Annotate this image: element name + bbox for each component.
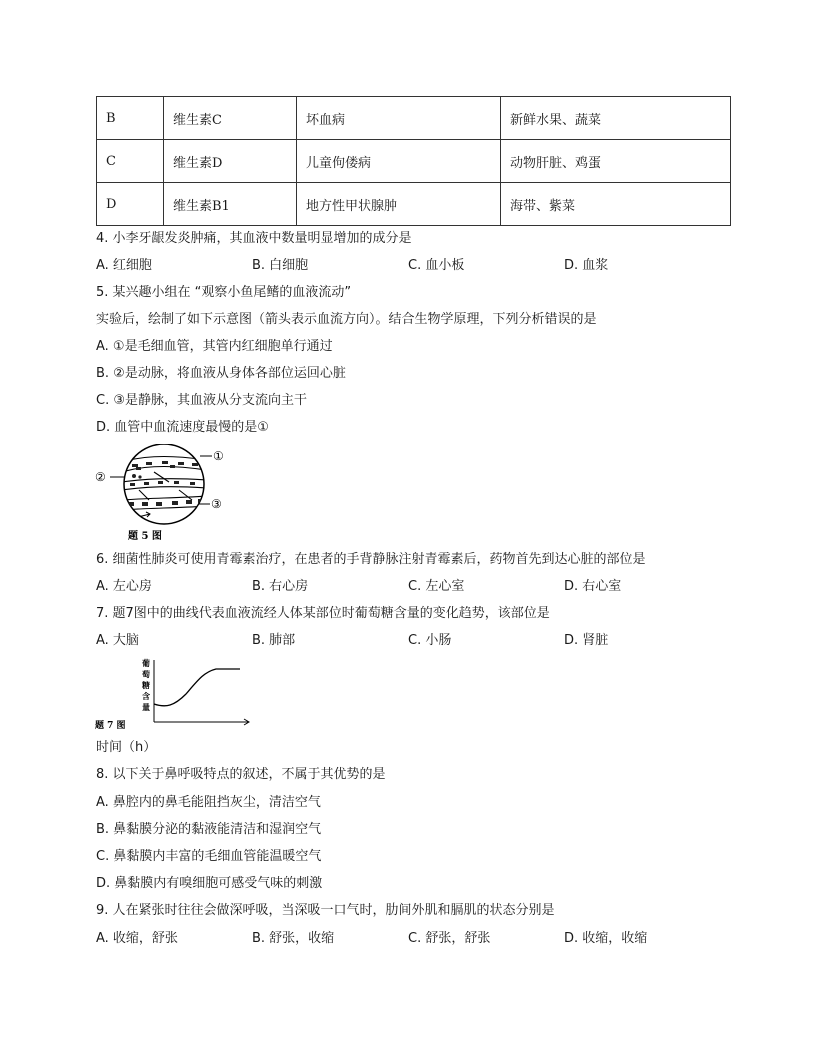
q6-option-b: B. 右心房 [252,579,309,594]
figure-7-ylabel-char: 糖 [142,680,150,690]
figure-5-blood-flow [94,444,234,544]
figure-5-label-3: ③ [211,497,222,511]
q7-option-c: C. 小肠 [408,633,452,648]
table-cell: 维生素B1 [164,183,297,226]
table-cell: 儿童佝偻病 [297,140,501,183]
q4-option-d: D. 血浆 [564,258,609,273]
question-5-stem: 5. 某兴趣小组在 “观察小鱼尾鳍的血液流动” [96,285,352,300]
figure-7-glucose-curve [94,656,269,736]
table-cell: B [97,97,164,140]
figure-7-ylabel-char: 萄 [142,669,150,679]
vitamin-table [96,96,731,226]
q5-option-b: B. ②是动脉，将血液从身体各部位运回心脏 [96,366,346,381]
table-row [97,183,731,226]
q5-option-c: C. ③是静脉，其血液从分支流向主干 [96,393,307,408]
table-row [97,97,731,140]
table-cell: 海带、紫菜 [501,183,731,226]
q6-option-c: C. 左心室 [408,579,465,594]
q7-option-a: A. 大脑 [96,633,139,648]
q9-option-b: B. 舒张，收缩 [252,931,335,946]
figure-7-caption: 题 7 图 [95,721,126,731]
table-cell: 坏血病 [297,97,501,140]
question-9-stem: 9. 人在紧张时往往会做深呼吸，当深吸一口气时，肋间外肌和膈肌的状态分别是 [96,903,555,918]
q9-option-a: A. 收缩，舒张 [96,931,178,946]
q6-option-d: D. 右心室 [564,579,622,594]
q8-option-a: A. 鼻腔内的鼻毛能阻挡灰尘，清洁空气 [96,795,321,810]
q9-option-d: D. 收缩，收缩 [564,931,648,946]
q4-option-b: B. 白细胞 [252,258,309,273]
q8-option-d: D. 鼻黏膜内有嗅细胞可感受气味的刺激 [96,876,323,891]
table-cell: 新鲜水果、蔬菜 [501,97,731,140]
q9-option-c: C. 舒张，舒张 [408,931,491,946]
figure-5-caption: 题 5 图 [128,531,162,542]
question-4-stem: 4. 小李牙龈发炎肿痛，其血液中数量明显增加的成分是 [96,231,412,246]
q8-option-b: B. 鼻黏膜分泌的黏液能清洁和湿润空气 [96,822,322,837]
figure-5-label-1: ① [213,449,224,463]
question-7-stem: 7. 题7图中的曲线代表血液流经人体某部位时葡萄糖含量的变化趋势，该部位是 [96,606,550,621]
q7-option-d: D. 肾脏 [564,633,609,648]
q8-option-c: C. 鼻黏膜内丰富的毛细血管能温暖空气 [96,849,322,864]
table-cell: 地方性甲状腺肿 [297,183,501,226]
table-cell: 维生素D [164,140,297,183]
question-8-stem: 8. 以下关于鼻呼吸特点的叙述，不属于其优势的是 [96,767,386,782]
table-cell: C [97,140,164,183]
figure-5-label-2: ② [95,470,106,484]
question-6-stem: 6. 细菌性肺炎可使用青霉素治疗，在患者的手背静脉注射青霉素后，药物首先到达心脏的部位是 [96,552,646,567]
table-cell: 动物肝脏、鸡蛋 [501,140,731,183]
table-cell: 维生素C [164,97,297,140]
question-5-stem-cont: 实验后，绘制了如下示意图（箭头表示血流方向）。结合生物学原理，下列分析错误的是 [96,312,597,327]
q5-option-d: D. 血管中血流速度最慢的是① [96,420,269,435]
q4-option-c: C. 血小板 [408,258,465,273]
figure-7-xlabel: 时间（h） [96,740,157,755]
table-cell: D [97,183,164,226]
q4-option-a: A. 红细胞 [96,258,152,273]
figure-7-ylabel-char: 量 [142,702,150,712]
q5-option-a: A. ①是毛细血管，其管内红细胞单行通过 [96,339,333,354]
q6-option-a: A. 左心房 [96,579,152,594]
q7-option-b: B. 肺部 [252,633,296,648]
figure-7-ylabel-char: 葡 [142,658,150,668]
table-row [97,140,731,183]
figure-7-ylabel-char: 含 [142,691,150,701]
